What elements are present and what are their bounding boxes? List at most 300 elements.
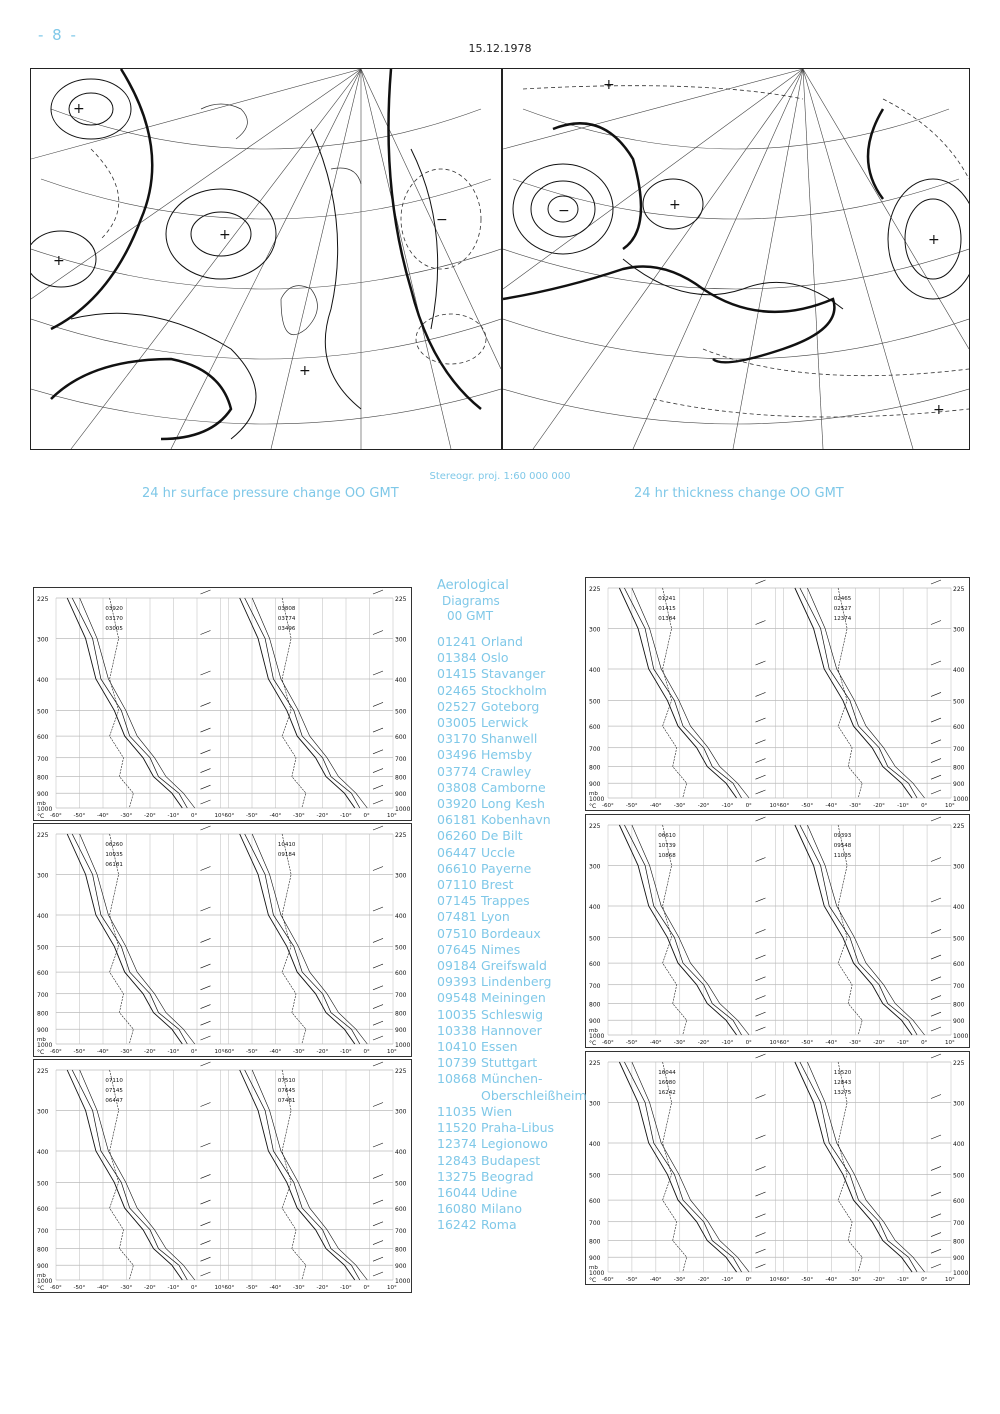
wind-barb (756, 718, 766, 722)
pressure-label: 700 (395, 755, 407, 763)
wind-barb (201, 785, 211, 789)
station-code: 10035 (437, 1006, 477, 1022)
wind-barb (931, 1249, 941, 1253)
temperature-label: -10° (897, 1277, 909, 1283)
pressure-label: 700 (589, 1219, 601, 1227)
wind-barb (931, 759, 941, 763)
wind-barb (373, 769, 383, 773)
temperature-label: -30° (293, 1285, 305, 1291)
aerological-diagram-L1 (33, 587, 412, 821)
thickness-map-drawing (503, 69, 969, 449)
station-code-label: 10035 (105, 852, 123, 858)
pressure-label: 900 (37, 791, 49, 799)
wind-barb (931, 790, 941, 794)
temperature-label: -50° (246, 1285, 258, 1291)
svg-text:−: − (558, 203, 570, 219)
station-code-label: 01384 (658, 616, 676, 622)
station-code: 10410 (437, 1039, 477, 1055)
temperature-label: -50° (801, 1040, 814, 1046)
wind-barb (373, 1241, 383, 1245)
pressure-label: 225 (589, 586, 601, 593)
wind-barb (931, 775, 941, 779)
pressure-label: 300 (395, 636, 407, 644)
temperature-label: -50° (73, 813, 86, 819)
pressure-label: 700 (37, 755, 49, 763)
station-code-label: 07145 (105, 1088, 123, 1094)
station-code-label: 06181 (105, 862, 123, 868)
station-code-label: 10410 (277, 842, 296, 848)
wind-barb (373, 1036, 383, 1040)
wind-barb (201, 1241, 211, 1245)
station-item (437, 893, 587, 909)
station-code-label: 09548 (833, 843, 852, 849)
pressure-label: 225 (37, 832, 49, 839)
pressure-label: 1000 (37, 1042, 53, 1049)
pressure-label: 900 (395, 1027, 407, 1035)
station-code: 03808 (437, 779, 477, 795)
station-item (437, 1055, 587, 1071)
temperature-label: -10° (167, 1049, 180, 1055)
station-code: 02465 (437, 682, 477, 698)
temperature-label: -40° (269, 1285, 282, 1291)
temperature-label: -60° (50, 813, 62, 819)
wind-barb (373, 1200, 383, 1204)
wind-barb (201, 867, 211, 871)
station-item (437, 974, 587, 990)
temperature-label: 0° (921, 803, 928, 809)
station-code: 10338 (437, 1022, 477, 1038)
station-code-label: 07645 (277, 1088, 296, 1094)
station-code-label: 10868 (658, 853, 676, 859)
station-item (437, 764, 587, 780)
station-name: Lyon (481, 909, 510, 925)
station-name: Schleswig (481, 1006, 544, 1022)
wind-barb (756, 759, 766, 763)
temperature-label: 0° (191, 1285, 198, 1291)
pressure-label: 1000 (395, 806, 411, 813)
pressure-label: 600 (395, 734, 407, 742)
wind-barb (756, 977, 766, 981)
station-code-label: 02465 (833, 596, 852, 602)
station-code-label: 03496 (277, 626, 296, 632)
svg-text:+: + (219, 227, 231, 243)
temperature-label: -50° (801, 803, 814, 809)
pressure-label: 300 (589, 626, 601, 634)
wind-barb (373, 750, 383, 754)
wind-barb (201, 826, 211, 830)
station-list (437, 634, 587, 1234)
temperature-label: -60° (602, 1277, 614, 1283)
station-name: Budapest (481, 1152, 541, 1168)
temperature-label: -30° (673, 803, 686, 809)
station-code-label: 12843 (833, 1080, 852, 1086)
station-name: Shanwell (481, 731, 538, 747)
wind-barb (756, 1054, 766, 1058)
wind-barb (931, 661, 941, 665)
station-code: 03774 (437, 763, 477, 779)
wind-barb (373, 590, 383, 594)
pressure-label: 700 (953, 1219, 965, 1227)
wind-barb (373, 1272, 383, 1276)
pressure-label: 225 (953, 823, 965, 830)
wind-barb (756, 1249, 766, 1253)
pressure-label: 800 (953, 1238, 965, 1246)
pressure-label: 900 (589, 1018, 601, 1026)
wind-barb (373, 728, 383, 732)
pressure-label: 800 (395, 1010, 407, 1018)
aerological-diagram-R2 (585, 814, 970, 1048)
wind-barb (373, 826, 383, 830)
station-item (437, 1120, 587, 1136)
temperature-label: -20° (144, 1049, 156, 1055)
pressure-label: 600 (37, 970, 49, 978)
station-code: 12374 (437, 1136, 477, 1152)
temperature-label: -60° (50, 1285, 62, 1291)
wind-barb (373, 671, 383, 675)
wind-barb (756, 858, 766, 862)
station-item (437, 1088, 587, 1104)
station-code: 09393 (437, 974, 477, 990)
pressure-unit: mb (589, 1265, 598, 1272)
station-name: Hannover (481, 1022, 542, 1038)
station-item (437, 666, 587, 682)
pressure-label: 225 (953, 1060, 965, 1067)
wind-barb (931, 740, 941, 744)
temperature-unit: °C (589, 1040, 597, 1047)
station-item (437, 780, 587, 796)
temperature-label: 0° (363, 813, 370, 819)
wind-barb (201, 1222, 211, 1226)
pressure-label: 400 (953, 667, 965, 675)
temperature-label: -20° (316, 1285, 329, 1291)
station-code-label: 09184 (277, 852, 296, 858)
wind-barb (201, 1021, 211, 1025)
station-item (437, 715, 587, 731)
temperature-label: 10° (214, 1049, 225, 1055)
temperature-label: -10° (897, 803, 909, 809)
station-name: Lindenberg (481, 974, 552, 990)
pressure-label: 700 (953, 982, 965, 990)
pressure-label: 300 (395, 1108, 407, 1116)
temperature-label: 0° (745, 1277, 752, 1283)
temperature-label: -30° (673, 1277, 686, 1283)
pressure-label: 600 (37, 1206, 49, 1214)
pressure-label: 225 (953, 586, 965, 593)
wind-barb (756, 580, 766, 584)
station-code: 06447 (437, 844, 477, 860)
station-code-label: 02527 (833, 606, 852, 612)
station-item (437, 1104, 587, 1120)
wind-barb (201, 671, 211, 675)
wind-barb (756, 817, 766, 821)
wind-barb (373, 867, 383, 871)
wind-barb (756, 1233, 766, 1237)
station-code: 09548 (437, 990, 477, 1006)
station-name: Essen (481, 1039, 518, 1055)
wind-barb (931, 817, 941, 821)
pressure-label: 600 (395, 970, 407, 978)
pressure-unit: mb (589, 1028, 598, 1035)
station-item (437, 942, 587, 958)
pressure-label: 900 (589, 1255, 601, 1263)
station-code-label: 16242 (658, 1090, 676, 1096)
aerological-diagram-R3 (585, 1051, 970, 1285)
station-item (437, 1007, 587, 1023)
temperature-label: 0° (745, 803, 752, 809)
station-code (437, 1088, 481, 1104)
temperature-label: -40° (269, 1049, 282, 1055)
pressure-label: 900 (953, 1018, 965, 1026)
temperature-label: 0° (363, 1285, 370, 1291)
wind-barb (756, 1135, 766, 1139)
pressure-label: 800 (589, 1238, 601, 1246)
pressure-label: 700 (589, 982, 601, 990)
temperature-label: -50° (73, 1049, 86, 1055)
station-item (437, 683, 587, 699)
station-code: 06181 (437, 812, 477, 828)
temperature-label: -20° (316, 1049, 329, 1055)
station-name: Nimes (481, 941, 521, 957)
station-code: 07510 (437, 925, 477, 941)
wind-barb (373, 785, 383, 789)
wind-barb (201, 1036, 211, 1040)
temperature-label: 0° (191, 1049, 198, 1055)
wind-barb (756, 929, 766, 933)
pressure-label: 500 (953, 935, 965, 943)
station-code-label: 03774 (277, 616, 296, 622)
station-code: 10868 (437, 1071, 477, 1087)
temperature-label: 10° (945, 1277, 955, 1283)
station-name: Oslo (481, 650, 509, 666)
station-item (437, 747, 587, 763)
station-code-label: 10739 (658, 843, 676, 849)
temperature-label: 0° (921, 1040, 928, 1046)
station-code: 03920 (437, 796, 477, 812)
map-scale: Stereogr. proj. 1:60 000 000 (429, 471, 571, 482)
station-name: Greifswald (481, 958, 547, 974)
station-code-label: 07110 (105, 1078, 123, 1084)
temperature-label: -50° (625, 1040, 638, 1046)
station-item (437, 812, 587, 828)
pressure-label: 800 (395, 774, 407, 782)
wind-barb (756, 955, 766, 959)
wind-barb (201, 1272, 211, 1276)
temperature-label: -30° (293, 813, 305, 819)
wind-barb (931, 580, 941, 584)
wind-barb (373, 1174, 383, 1178)
station-code-label: 01241 (658, 596, 676, 602)
wind-barb (931, 929, 941, 933)
station-code: 06260 (437, 828, 477, 844)
station-item (437, 1039, 587, 1055)
station-name: Payerne (481, 860, 532, 876)
pressure-label: 500 (953, 1172, 965, 1180)
station-code-label: 07510 (277, 1078, 296, 1084)
wind-barb (756, 1166, 766, 1170)
wind-barb (931, 1027, 941, 1031)
temperature-label: 10° (387, 1285, 397, 1291)
wind-barb (201, 590, 211, 594)
station-code-label: 09393 (833, 833, 852, 839)
station-code-label: 07481 (277, 1098, 296, 1104)
temperature-label: -40° (97, 1049, 109, 1055)
pressure-label: 400 (37, 677, 49, 685)
temperature-label: -40° (649, 803, 662, 809)
wind-barb (931, 1135, 941, 1139)
temperature-label: -10° (721, 1277, 734, 1283)
station-name: Praha-Libus (481, 1120, 555, 1136)
pressure-label: 400 (395, 1149, 407, 1157)
temperature-label: -40° (269, 813, 282, 819)
pressure-label: 225 (589, 823, 601, 830)
wind-barb (201, 1174, 211, 1178)
pressure-label: 500 (37, 944, 49, 952)
pressure-label: 400 (589, 904, 601, 912)
pressure-label: 900 (589, 781, 601, 789)
station-code: 16044 (437, 1184, 477, 1200)
wind-barb (756, 621, 766, 625)
station-name: Meiningen (481, 990, 546, 1006)
station-item (437, 1071, 587, 1087)
station-code: 03170 (437, 731, 477, 747)
page-date: 15.12.1978 (468, 42, 532, 55)
station-code: 11520 (437, 1120, 477, 1136)
temperature-label: 0° (921, 1277, 928, 1283)
station-item (437, 926, 587, 942)
station-item (437, 650, 587, 666)
station-name: Crawley (481, 763, 532, 779)
wind-barb (201, 1257, 211, 1261)
station-code: 07145 (437, 893, 477, 909)
temperature-label: -30° (673, 1040, 686, 1046)
station-item (437, 796, 587, 812)
svg-text:+: + (928, 232, 940, 248)
pressure-label: 300 (395, 872, 407, 880)
station-name: Bordeaux (481, 925, 541, 941)
wind-barb (756, 1214, 766, 1218)
pressure-label: 500 (953, 698, 965, 706)
temperature-label: -20° (873, 1277, 885, 1283)
pressure-label: 400 (953, 904, 965, 912)
wind-barb (756, 692, 766, 696)
wind-barb (931, 977, 941, 981)
wind-barb (931, 1192, 941, 1196)
wind-barb (756, 996, 766, 1000)
pressure-label: 1000 (953, 1270, 969, 1277)
temperature-label: -60° (222, 1049, 235, 1055)
station-name: Orland (481, 634, 523, 649)
wind-barb (201, 964, 211, 968)
wind-barb (201, 750, 211, 754)
temperature-label: 10° (214, 813, 225, 819)
pressure-label: 400 (589, 667, 601, 675)
station-item (437, 828, 587, 844)
svg-text:+: + (73, 101, 85, 117)
pressure-label: 600 (37, 734, 49, 742)
diagram-svg (34, 588, 411, 820)
temperature-label: 10° (769, 1040, 780, 1046)
station-code: 01384 (437, 650, 477, 666)
wind-barb (756, 661, 766, 665)
pressure-label: 225 (589, 1060, 601, 1067)
pressure-label: 400 (37, 1149, 49, 1157)
wind-barb (931, 1012, 941, 1016)
pressure-label: 225 (395, 832, 407, 839)
pressure-label: 500 (395, 708, 407, 716)
wind-barb (373, 1257, 383, 1261)
temperature-label: -60° (222, 1285, 235, 1291)
station-name: Stockholm (481, 682, 547, 698)
temperature-label: -60° (602, 803, 614, 809)
temperature-label: 10° (387, 813, 397, 819)
pressure-label: 1000 (589, 1270, 605, 1277)
pressure-label: 900 (395, 791, 407, 799)
pressure-label: 600 (395, 1206, 407, 1214)
temperature-label: -40° (825, 1040, 838, 1046)
pressure-label: 500 (37, 1180, 49, 1188)
pressure-label: 700 (37, 991, 49, 999)
station-name: Lerwick (481, 715, 529, 731)
station-name: Kobenhavn (481, 812, 551, 828)
pressure-label: 800 (953, 764, 965, 772)
aerological-legend (437, 578, 587, 1234)
wind-barb (201, 1143, 211, 1147)
page-number: - 8 - (38, 26, 78, 44)
temperature-label: -30° (293, 1049, 305, 1055)
temperature-label: -40° (825, 803, 838, 809)
temperature-label: 10° (769, 803, 780, 809)
wind-barb (373, 1222, 383, 1226)
station-name: Oberschleißheim (481, 1087, 587, 1103)
temperature-unit: °C (37, 1285, 45, 1292)
station-item (437, 1023, 587, 1039)
temperature-label: -60° (602, 1040, 614, 1046)
pressure-label: 700 (37, 1227, 49, 1235)
station-item (437, 699, 587, 715)
temperature-label: -50° (246, 1049, 258, 1055)
temperature-label: -50° (625, 803, 638, 809)
aerological-diagram-L2 (33, 823, 412, 1057)
station-code: 16080 (437, 1201, 477, 1217)
station-name: München- (481, 1071, 543, 1087)
pressure-label: 700 (589, 745, 601, 753)
pressure-label: 1000 (395, 1042, 411, 1049)
wind-barb (373, 1103, 383, 1107)
temperature-label: -10° (721, 1040, 734, 1046)
temperature-label: 10° (387, 1049, 397, 1055)
pressure-label: 800 (37, 1246, 49, 1254)
station-item (437, 1153, 587, 1169)
pressure-label: 1000 (589, 1033, 605, 1040)
wind-barb (373, 986, 383, 990)
pressure-label: 300 (37, 1108, 49, 1116)
wind-barb (931, 898, 941, 902)
wind-barb (756, 740, 766, 744)
station-code: 02527 (437, 698, 477, 714)
pressure-label: 700 (953, 745, 965, 753)
wind-barb (931, 955, 941, 959)
wind-barb (201, 728, 211, 732)
pressure-label: 600 (589, 1198, 601, 1206)
wind-barb (373, 1062, 383, 1066)
temperature-label: -20° (873, 1040, 885, 1046)
wind-barb (373, 938, 383, 942)
temperature-label: 10° (214, 1285, 225, 1291)
station-name: De Bilt (481, 828, 523, 844)
temperature-label: -40° (97, 1285, 109, 1291)
temperature-label: -10° (167, 813, 180, 819)
pressure-label: 300 (953, 1100, 965, 1108)
